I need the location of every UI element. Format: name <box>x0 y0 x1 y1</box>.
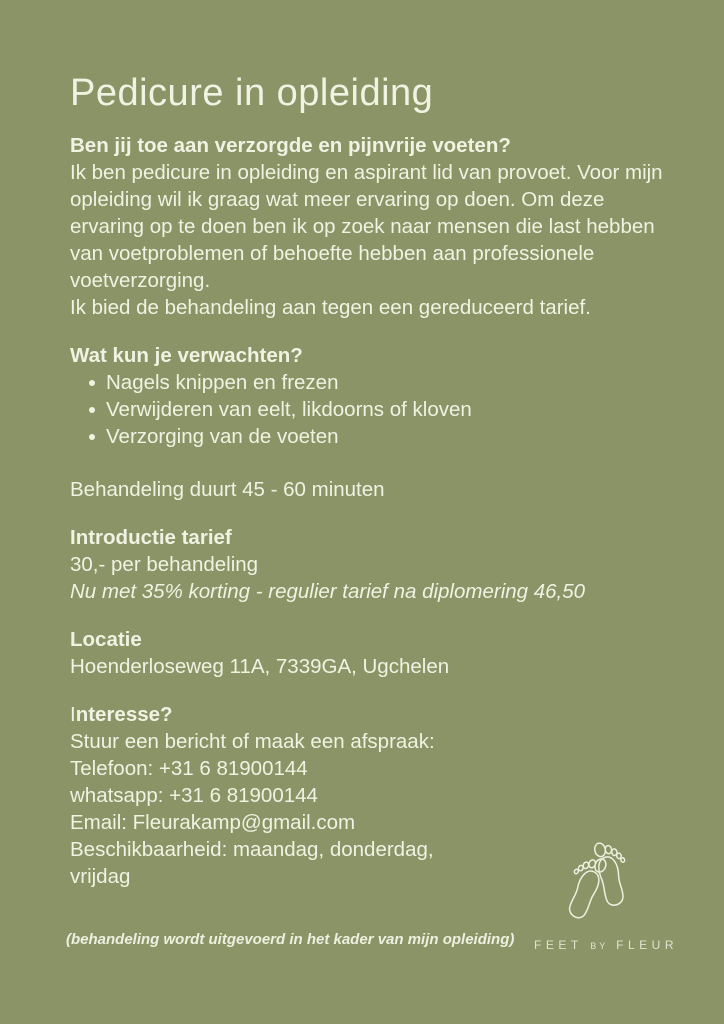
tariff-price: 30,- per behandeling <box>70 553 259 576</box>
duration-text: Behandeling duurt 45 - 60 minuten <box>70 478 385 501</box>
tariff-heading: Introductie tarief <box>70 526 232 549</box>
contact-line-availability: Beschikbaarheid: maandag, donderdag, <box>70 838 434 861</box>
contact-line-availability-wrap: vrijdag <box>70 865 131 888</box>
tariff-note: Nu met 35% korting - regulier tarief na diplomering 46,50 <box>70 580 586 603</box>
contact-heading-rest: nteresse? <box>75 703 173 726</box>
logo-word-fleur: FLEUR <box>616 938 678 952</box>
feet-outline-icon <box>555 834 645 932</box>
logo-wordmark <box>534 938 678 952</box>
page-title: Pedicure in opleiding <box>70 72 434 114</box>
contact-line-phone: Telefoon: +31 6 81900144 <box>70 757 308 780</box>
contact-heading <box>70 701 674 728</box>
intro-paragraph: Ik ben pedicure in opleiding en aspirant lid van provoet. Voor mijn opleiding wil ik graag wat meer ervaring op doen. Om deze ervaring op te doen ben ik op zoek naar mensen die last hebben van voetproblemen of behoefte hebben aan professionele voetverzorging. <box>70 161 663 292</box>
intro-closing: Ik bied de behandeling aan tegen een gereduceerd tarief. <box>70 296 591 319</box>
logo-word-by: BY <box>590 941 609 951</box>
flyer-content <box>70 70 674 890</box>
logo-word-feet: FEET <box>534 938 583 952</box>
contact-line-whatsapp: whatsapp: +31 6 81900144 <box>70 784 318 807</box>
contact-line: Stuur een bericht of maak een afspraak: <box>70 730 435 753</box>
contact-line-email: Email: Fleurakamp@gmail.com <box>70 811 356 834</box>
feet-by-fleur-logo <box>534 834 678 952</box>
location-address: Hoenderloseweg 11A, 7339GA, Ugchelen <box>70 655 450 678</box>
expectations-heading: Wat kun je verwachten? <box>70 344 303 367</box>
list-item: Nagels knippen en frezen <box>106 369 674 396</box>
footer-note: (behandeling wordt uitgevoerd in het kader van mijn opleiding) <box>66 931 515 948</box>
list-item: Verzorging van de voeten <box>106 423 674 450</box>
list-item: Verwijderen van eelt, likdoorns of kloven <box>106 396 674 423</box>
contact-heading-first-letter: I <box>70 703 76 726</box>
intro-heading: Ben jij toe aan verzorgde en pijnvrije voeten? <box>70 134 511 157</box>
location-heading: Locatie <box>70 628 142 651</box>
expectations-list <box>70 369 674 450</box>
